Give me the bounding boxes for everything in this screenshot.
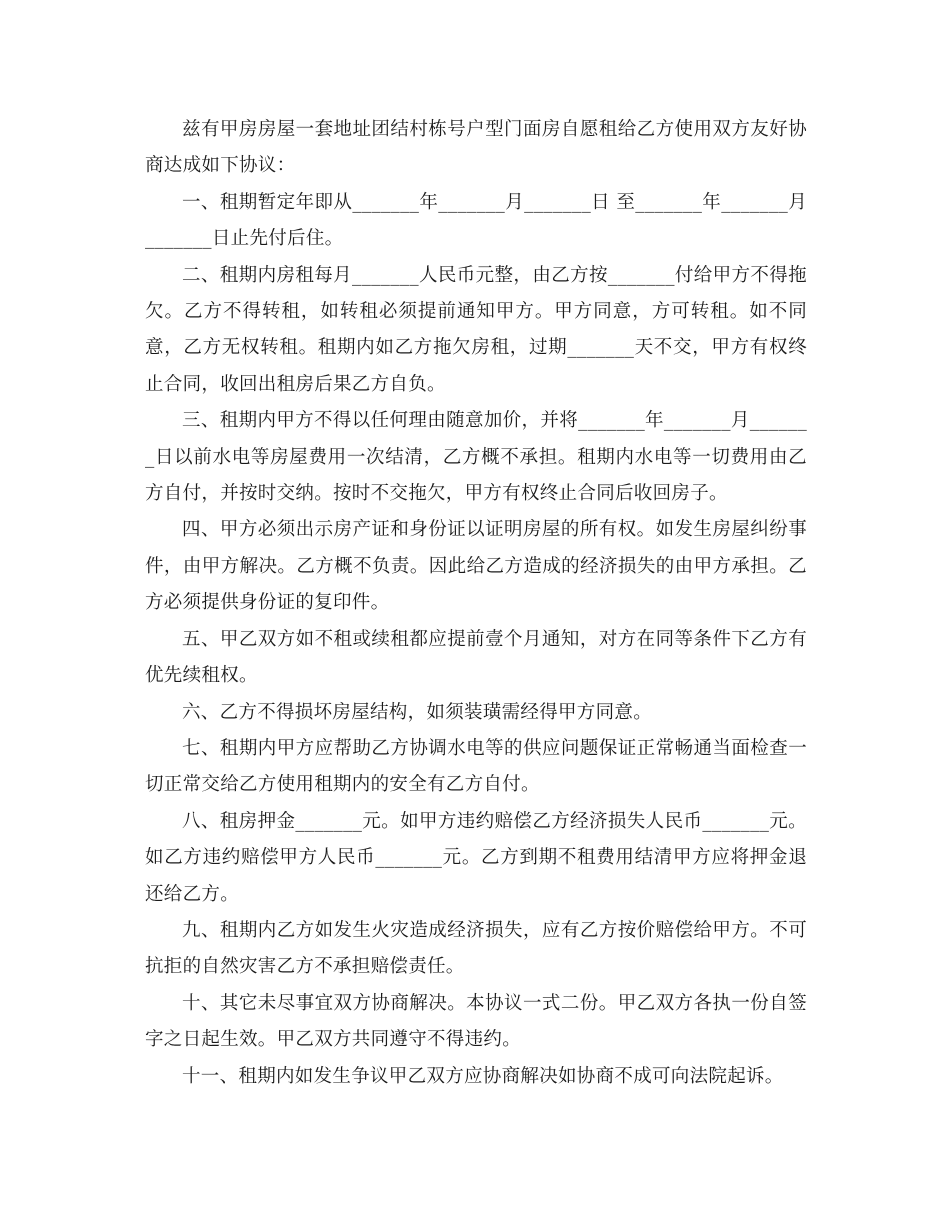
clause-4: 四、甲方必须出示房产证和身份证以证明房屋的所有权。如发生房屋纠纷事件，由甲方解决。乙方概不负责。因此给乙方造成的经济损失的由甲方承担。乙方必须提供身份证的复印件。	[145, 519, 807, 614]
clause-7: 七、租期内甲方应帮助乙方协调水电等的供应问题保证正常畅通当面检查一切正常交给乙方使用租期内的安全有乙方自付。	[145, 737, 807, 796]
clause-8: 八、租房押金_______元。如甲方违约赔偿乙方经济损失人民币_______元。如乙方违约赔偿甲方人民币_______元。乙方到期不租费用结清甲方应将押金退还给乙方。	[145, 810, 807, 905]
clause-10: 十、其它未尽事宜双方协商解决。本协议一式二份。甲乙双方各执一份自签字之日起生效。甲乙双方共同遵守不得违约。	[145, 992, 807, 1051]
clause-9: 九、租期内乙方如发生火灾造成经济损失，应有乙方按价赔偿给甲方。不可抗拒的自然灾害乙方不承担赔偿责任。	[145, 919, 807, 978]
paragraph-intro: 兹有甲房房屋一套地址团结村栋号户型门面房自愿租给乙方使用双方友好协商达成如下协议：	[145, 119, 807, 177]
clause-11: 十一、租期内如发生争议甲乙双方应协商解决如协商不成可向法院起诉。	[182, 1065, 784, 1087]
clause-3: 三、租期内甲方不得以任何理由随意加价，并将_______年_______月_______日以前水电等房屋费用一次结清，乙方概不承担。租期内水电等一切费用由乙方自付，并按时交纳。按时不交拖欠，甲方有权终止合同后收回房子。	[145, 410, 807, 505]
clause-6: 六、乙方不得损坏房屋结构，如须装璜需经得甲方同意。	[182, 701, 653, 723]
clause-5: 五、甲乙双方如不租或续租都应提前壹个月通知，对方在同等条件下乙方有优先续租权。	[145, 628, 807, 687]
clause-2: 二、租期内房租每月_______人民币元整，由乙方按_______付给甲方不得拖欠。乙方不得转租，如转租必须提前通知甲方。甲方同意，方可转租。如不同意，乙方无权转租。租期内如乙方拖欠房租，过期_______天不交，甲方有权终止合同，收回出租房后果乙方自负。	[145, 264, 807, 395]
clause-1: 一、租期暂定年即从_______年_______月_______日 至_______年_______月_______日止先付后住。	[145, 191, 807, 250]
agreement-body	[145, 112, 807, 1095]
